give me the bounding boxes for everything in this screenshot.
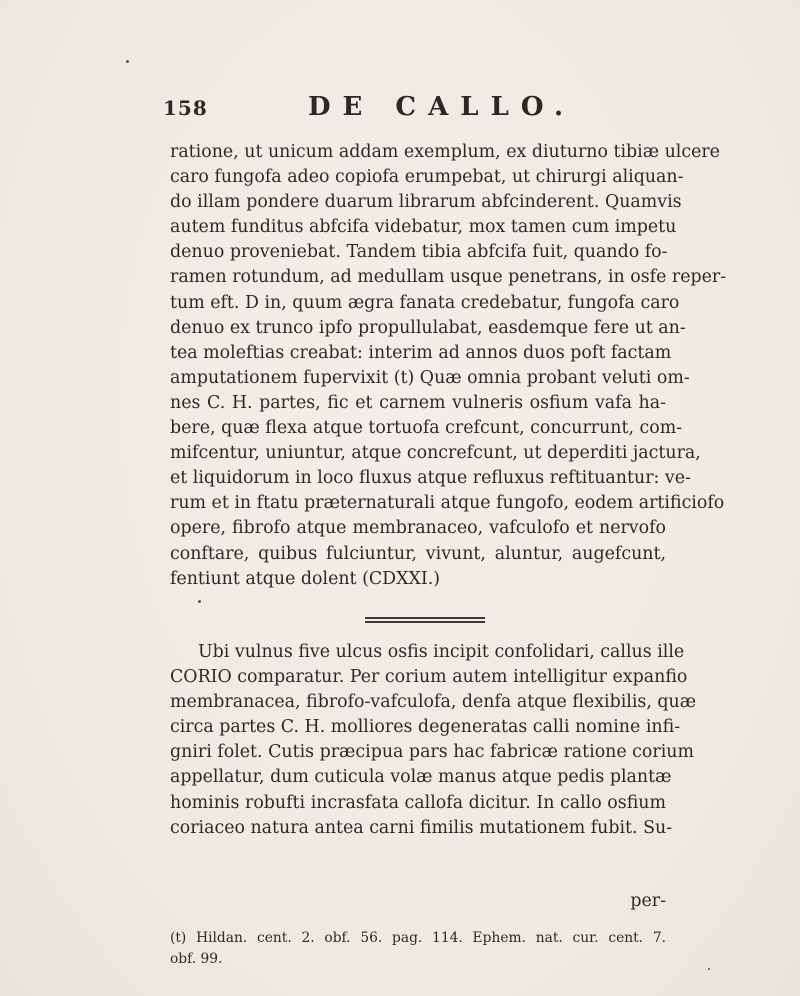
text-line: hominis robufti incrasfata callofa dicitur. In callo osfium (170, 792, 666, 813)
text-line: amputationem fupervixit (t) Quæ omnia probant veluti om- (170, 367, 690, 388)
text-line: tea moleftias creabat: interim ad annos duos poft factam (170, 342, 672, 363)
text-line: caro fungofa adeo copiofa erumpebat, ut chirurgi aliquan- (170, 167, 684, 188)
text-line: nes C. H. partes, fic et carnem vulneris osfium vafa ha- (170, 392, 666, 413)
paragraph-2 (170, 640, 697, 841)
text-line: appellatur, dum cuticula volæ manus atque pedis plantæ (170, 767, 672, 788)
catchword: per- (630, 891, 666, 911)
ink-speck (198, 600, 201, 603)
divider-rule (365, 621, 485, 623)
footnote-line: (t) Hildan. cent. 2. obf. 56. pag. 114. Ephem. nat. cur. cent. 7. (170, 930, 666, 946)
paragraph-1 (170, 140, 727, 592)
section-divider (365, 617, 485, 623)
text-line: do illam pondere duarum librarum abfcinderent. Quamvis (170, 192, 682, 213)
text-line: denuo ex trunco ipfo propullulabat, easdemque fere ut an- (170, 317, 686, 338)
text-line: denuo proveniebat. Tandem tibia abfcifa fuit, quando fo- (170, 242, 668, 263)
text-line: gniri folet. Cutis præcipua pars hac fabricæ ratione corium (170, 742, 694, 763)
text-line: conftare, quibus fulciuntur, vivunt, aluntur, augefcunt, (170, 543, 666, 564)
divider-rule (365, 617, 485, 619)
text-line: bere, quæ flexa atque tortuofa crefcunt, concurrunt, com- (170, 418, 683, 439)
text-line: rum et in ftatu præternaturali atque fungofo, eodem artificiofo (170, 493, 725, 514)
running-title: DE CALLO. (308, 92, 576, 122)
ink-speck (126, 60, 129, 63)
text-line: mifcentur, uniuntur, atque concrefcunt, ut deperditi jactura, (170, 443, 701, 464)
text-line: fentiunt atque dolent (CDXXI.) (170, 568, 441, 589)
text-line: autem funditus abfcifa videbatur, mox tamen cum impetu (170, 217, 677, 238)
text-line: ratione, ut unicum addam exemplum, ex diuturno tibiæ ulcere (170, 142, 720, 162)
text-line: CORIO comparatur. Per corium autem intelligitur expanfio (170, 667, 688, 688)
footnote-line: obf. 99. (170, 951, 223, 967)
ink-speck (708, 968, 710, 970)
text-line: coriaceo natura antea carni fimilis mutationem fubit. Su- (170, 817, 673, 838)
text-line: ramen rotundum, ad medullam usque penetrans, in osfe reper- (170, 267, 727, 288)
text-line: tum eft. D in, quum ægra fanata credebatur, fungofa caro (170, 292, 680, 313)
footnote (170, 928, 666, 970)
running-head (163, 92, 663, 124)
text-line: opere, fibrofo atque membranaceo, vafculofo et nervofo (170, 518, 666, 539)
text-line: circa partes C. H. molliores degeneratas calli nomine infi- (170, 717, 681, 738)
text-line: Ubi vulnus five ulcus osfis incipit confolidari, callus ille (198, 642, 685, 662)
text-line: et liquidorum in loco fluxus atque refluxus reftituantur: ve- (170, 468, 691, 489)
text-line: membranacea, fibrofo-vafculofa, denfa atque flexibilis, quæ (170, 692, 697, 713)
page-number: 158 (163, 96, 208, 120)
